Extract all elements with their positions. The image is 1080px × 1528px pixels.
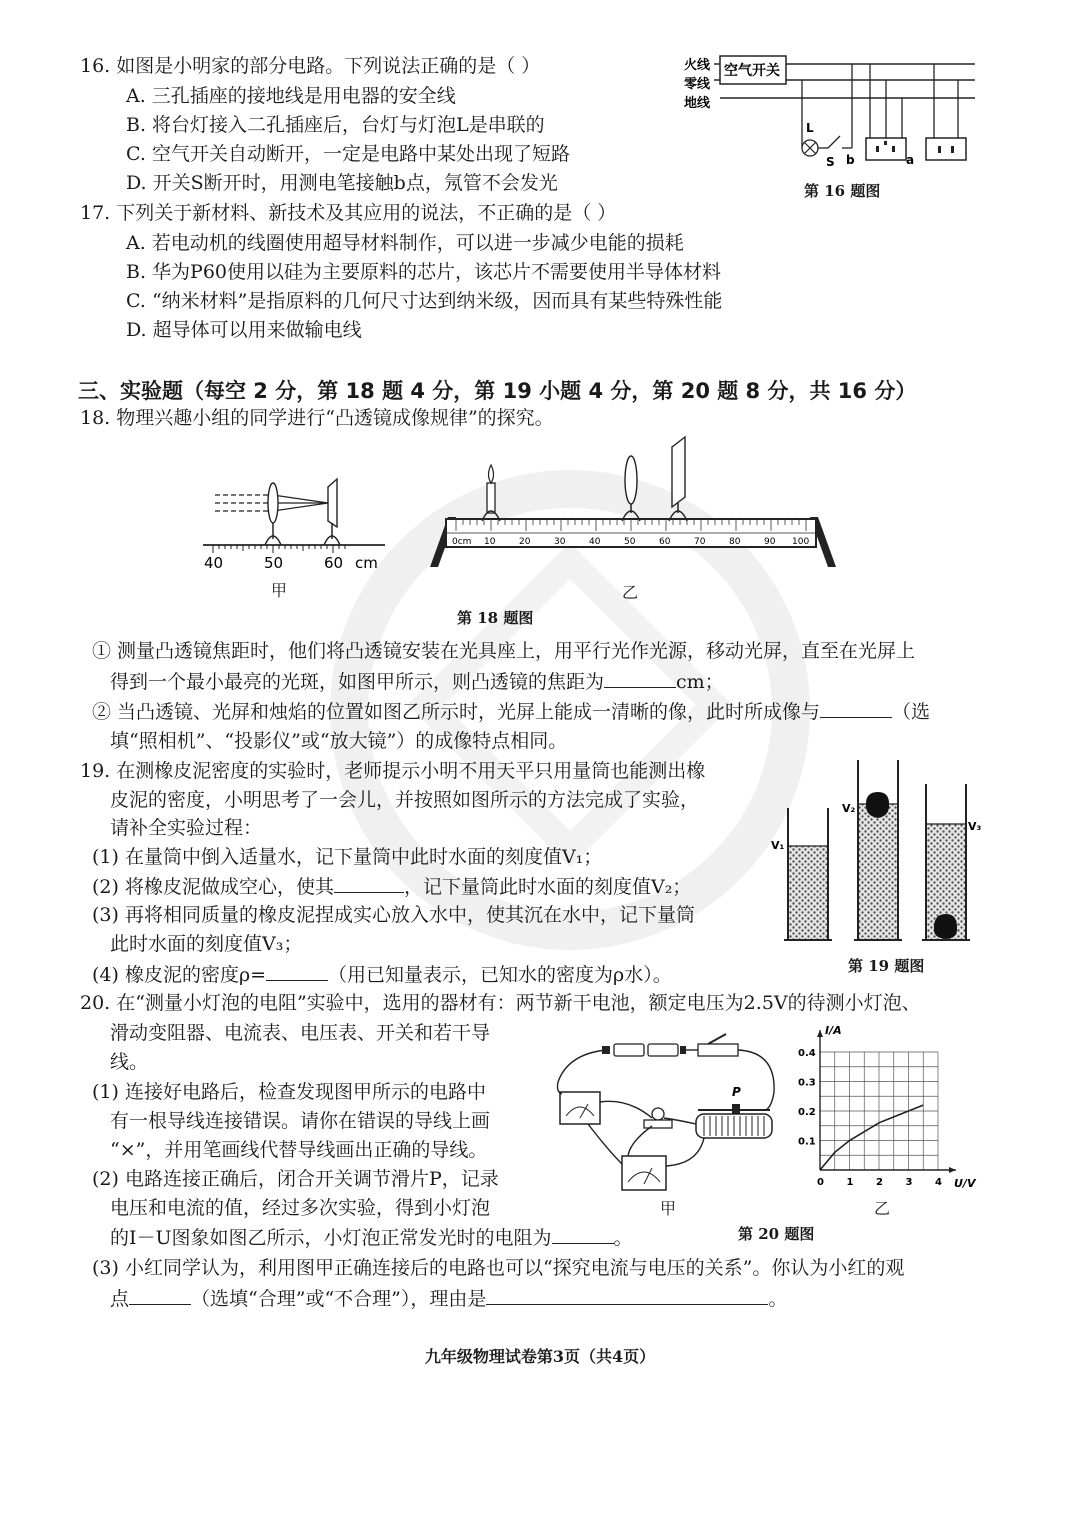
x-axis-label: U/V — [954, 1177, 976, 1190]
q20-p3-line2 — [110, 1286, 787, 1311]
lens-icon — [625, 456, 637, 504]
q19-line3: 请补全实验过程： — [110, 817, 263, 839]
x-tick-label: 3 — [905, 1177, 913, 1188]
section-3-heading: 三、实验题（每空 2 分，第 18 题 4 分，第 19 小题 4 分，第 20 题 8 分，共 16 分） — [78, 379, 917, 403]
bench-tick-20: 20 — [519, 537, 531, 547]
candle-icon — [487, 483, 495, 513]
iu-chart — [790, 1018, 990, 1198]
q19-density-blank[interactable] — [266, 962, 328, 981]
y-axis-arrow — [817, 1030, 823, 1037]
neutral-wire-label: 零线 — [684, 77, 711, 92]
q18-part1-line2 — [110, 669, 724, 694]
cylinder-1-water — [789, 846, 827, 939]
v3-label: V₃ — [968, 820, 982, 833]
fig-a-tick-60: 60 — [324, 554, 344, 572]
solid-clay-icon — [934, 914, 957, 939]
ammeter-icon — [560, 1092, 600, 1124]
live-wire-label: 火线 — [684, 58, 711, 73]
chart-grid — [820, 1052, 938, 1170]
hollow-clay-icon — [866, 792, 889, 818]
q18-stem: 18. 物理兴趣小组的同学进行“凸透镜成像规律”的探究。 — [80, 407, 554, 429]
q18-fig-a-label: 甲 — [271, 581, 288, 600]
q19-step4-rest: （用已知量表示，已知水的密度为ρ水）。 — [328, 964, 672, 986]
page-footer: 九年级物理试卷第3页（共4页） — [424, 1347, 656, 1366]
y-tick-label: 0.2 — [798, 1107, 816, 1118]
q18-part1-line1: ① 测量凸透镜焦距时，他们将凸透镜安装在光具座上，用平行光作光源，移动光屏，直至在光屏上 — [92, 640, 916, 662]
q16-option-b: B. 将台灯接入二孔插座后，台灯与灯泡L是串联的 — [126, 114, 545, 136]
q20-line3: 线。 — [110, 1051, 149, 1073]
q20-p3-text: 点 — [110, 1288, 130, 1310]
q18-part1-text: 得到一个最小最亮的光斑，如图甲所示，则凸透镜的焦距为 — [110, 671, 605, 693]
v1-label: V₁ — [771, 839, 785, 852]
q19-float-blank[interactable] — [334, 874, 404, 893]
q20-circuit-figure — [548, 1032, 788, 1210]
q19-step4-text: (4) 橡皮泥的密度ρ= — [92, 964, 267, 986]
q18-fig-b-label: 乙 — [622, 583, 639, 602]
ground-wire-label: 地线 — [684, 96, 711, 111]
q18-image-type-blank[interactable] — [820, 699, 892, 718]
q20-p1-line2: 有一根导线连接错误。请你在错误的导线上画 — [110, 1110, 491, 1132]
light-screen-icon — [672, 437, 685, 507]
bench-tick-30: 30 — [554, 537, 566, 547]
q19-step4 — [92, 962, 672, 987]
v2-label: V₂ — [842, 802, 856, 815]
chart-axes — [817, 1024, 977, 1190]
q18-figure-caption: 第 18 题图 — [457, 609, 534, 627]
bench-tick-40: 40 — [589, 537, 601, 547]
q17-option-a: A. 若电动机的线圈使用超导材料制作，可以进一步减少电能的损耗 — [126, 232, 684, 254]
q17-option-b: B. 华为P60使用以硅为主要原料的芯片，该芯片不需要使用半导体材料 — [126, 261, 722, 283]
q20-p1-line3: “×”，并用笔画线代替导线画出正确的导线。 — [110, 1139, 488, 1161]
bench-tick-90: 90 — [764, 537, 776, 547]
q20-reason-blank[interactable] — [486, 1286, 768, 1305]
q19-step3-line2: 此时水面的刻度值V₃； — [110, 933, 303, 955]
bulb-icon — [652, 1108, 664, 1120]
q20-fig-b-label: 乙 — [874, 1199, 891, 1218]
q20-resistance-blank[interactable] — [552, 1225, 614, 1244]
q16-stem: 16. 如图是小明家的部分电路。下列说法正确的是（ ） — [80, 55, 541, 77]
iu-curve — [820, 1105, 923, 1170]
y-tick-label: 0.1 — [798, 1136, 816, 1148]
q16-circuit-figure — [680, 52, 980, 172]
y-tick-label: 0.4 — [798, 1048, 816, 1059]
breaker-label: 空气开关 — [724, 63, 780, 79]
q16-option-c: C. 空气开关自动断开，一定是电路中某处出现了短路 — [126, 143, 570, 165]
q20-p1-line1: (1) 连接好电路后，检查发现图甲所示的电路中 — [92, 1081, 486, 1103]
point-a-label: a — [906, 153, 915, 167]
bench-tick-0: 0cm — [452, 537, 472, 547]
q16-option-d: D. 开关S断开时，用测电笔接触b点，氖管不会发光 — [126, 172, 558, 194]
q19-step2 — [92, 874, 691, 899]
q20-p2-end: 。 — [613, 1227, 633, 1249]
q20-line2: 滑动变阻器、电流表、电压表、开关和若干导 — [110, 1022, 491, 1044]
q19-step2-text: (2) 将橡皮泥做成空心，使其 — [92, 876, 334, 898]
candle-flame-icon — [489, 465, 494, 483]
fig-a-unit: cm — [355, 554, 378, 572]
q19-step2-rest: ，记下量筒此时水面的刻度值V₂； — [403, 876, 692, 898]
q17-stem: 17. 下列关于新材料、新技术及其应用的说法，不正确的是（ ） — [80, 202, 617, 224]
switch-knife-icon — [698, 1044, 738, 1056]
q17-option-d: D. 超导体可以用来做输电线 — [126, 319, 362, 341]
q19-figure-caption: 第 19 题图 — [848, 957, 925, 975]
q18-part2-text: ② 当凸透镜、光屏和烛焰的位置如图乙所示时，光屏上能成一清晰的像，此时所成像与 — [92, 701, 821, 723]
q19-cylinders-figure — [768, 758, 988, 948]
q20-fig-a-label: 甲 — [660, 1199, 677, 1218]
bench-tick-100: 100 — [792, 537, 810, 547]
two-hole-socket-icon — [926, 138, 966, 160]
lamp-label: L — [806, 121, 814, 135]
point-b-label: b — [846, 153, 855, 167]
q18-part2-select: （选 — [892, 701, 931, 723]
switch-icon — [828, 136, 840, 148]
x-tick-label: 4 — [935, 1177, 942, 1188]
q20-p3-select: （选填“合理”或“不合理”），理由是 — [191, 1288, 487, 1310]
q18-figure-a — [195, 465, 395, 575]
q17-option-c: C. “纳米材料”是指原料的几何尺寸达到纳米级，因而具有某些特殊性能 — [126, 290, 723, 312]
q20-opinion-blank[interactable] — [129, 1286, 191, 1305]
y-axis-label: I/A — [825, 1024, 842, 1037]
q18-part2-line2: 填“照相机”、“投影仪”或“放大镜”）的成像特点相同。 — [110, 730, 568, 752]
q18-figure-b — [420, 435, 850, 575]
battery-icon — [614, 1044, 644, 1056]
slider-p-label: P — [732, 1085, 741, 1099]
q20-figure-caption: 第 20 题图 — [738, 1225, 815, 1243]
q16-figure-caption: 第 16 题图 — [804, 182, 881, 200]
cylinder-2-water — [859, 804, 897, 939]
x-axis-arrow — [949, 1167, 956, 1173]
voltmeter-icon — [622, 1156, 666, 1190]
chart-series — [820, 1105, 923, 1170]
bench-tick-50: 50 — [624, 537, 636, 547]
q20-p2-line3 — [110, 1225, 633, 1250]
screen-icon — [328, 479, 337, 527]
bench-tick-60: 60 — [659, 537, 671, 547]
x-tick-label: 1 — [846, 1177, 854, 1188]
q19-line2: 皮泥的密度，小明思考了一会儿，并按照如图所示的方法完成了实验， — [110, 789, 700, 811]
q20-p3-line1: (3) 小红同学认为，利用图甲正确连接后的电路也可以“探究电流与电压的关系”。你认为小红的观 — [92, 1257, 905, 1279]
q16-option-a: A. 三孔插座的接地线是用电器的安全线 — [126, 85, 456, 107]
q20-p2-line2: 电压和电流的值，经过多次实验，得到小灯泡 — [110, 1197, 491, 1219]
q19-line1: 19. 在测橡皮泥密度的实验时，老师提示小明不用天平只用量筒也能测出橡 — [80, 760, 706, 782]
q18-part2-line1 — [92, 699, 930, 724]
q20-p3-end: 。 — [768, 1288, 788, 1310]
fig-a-tick-50: 50 — [264, 554, 284, 572]
q20-p2-line1: (2) 电路连接正确后，闭合开关调节滑片P，记录 — [92, 1168, 499, 1190]
x-tick-label: 2 — [876, 1177, 883, 1188]
q20-p2-text: 的I－U图象如图乙所示，小灯泡正常发光时的电阻为 — [110, 1227, 552, 1249]
fig-a-tick-40: 40 — [204, 554, 224, 572]
q18-focal-length-blank[interactable] — [604, 669, 676, 688]
q19-step1: (1) 在量筒中倒入适量水，记下量筒中此时水面的刻度值V₁； — [92, 846, 603, 868]
bench-tick-70: 70 — [694, 537, 706, 547]
x-tick-label: 0 — [817, 1177, 824, 1188]
convex-lens-icon — [268, 483, 278, 523]
y-tick-label: 0.3 — [798, 1077, 816, 1089]
switch-label: S — [826, 155, 835, 169]
bench-tick-80: 80 — [729, 537, 741, 547]
q19-step3-line1: (3) 再将相同质量的橡皮泥捏成实心放入水中，使其沉在水中，记下量筒 — [92, 904, 695, 926]
q18-part1-unit: cm； — [676, 671, 724, 693]
q20-line1: 20. 在“测量小灯泡的电阻”实验中，选用的器材有：两节新干电池，额定电压为2.5V的待测小灯泡、 — [80, 992, 921, 1014]
bench-tick-10: 10 — [484, 537, 496, 547]
